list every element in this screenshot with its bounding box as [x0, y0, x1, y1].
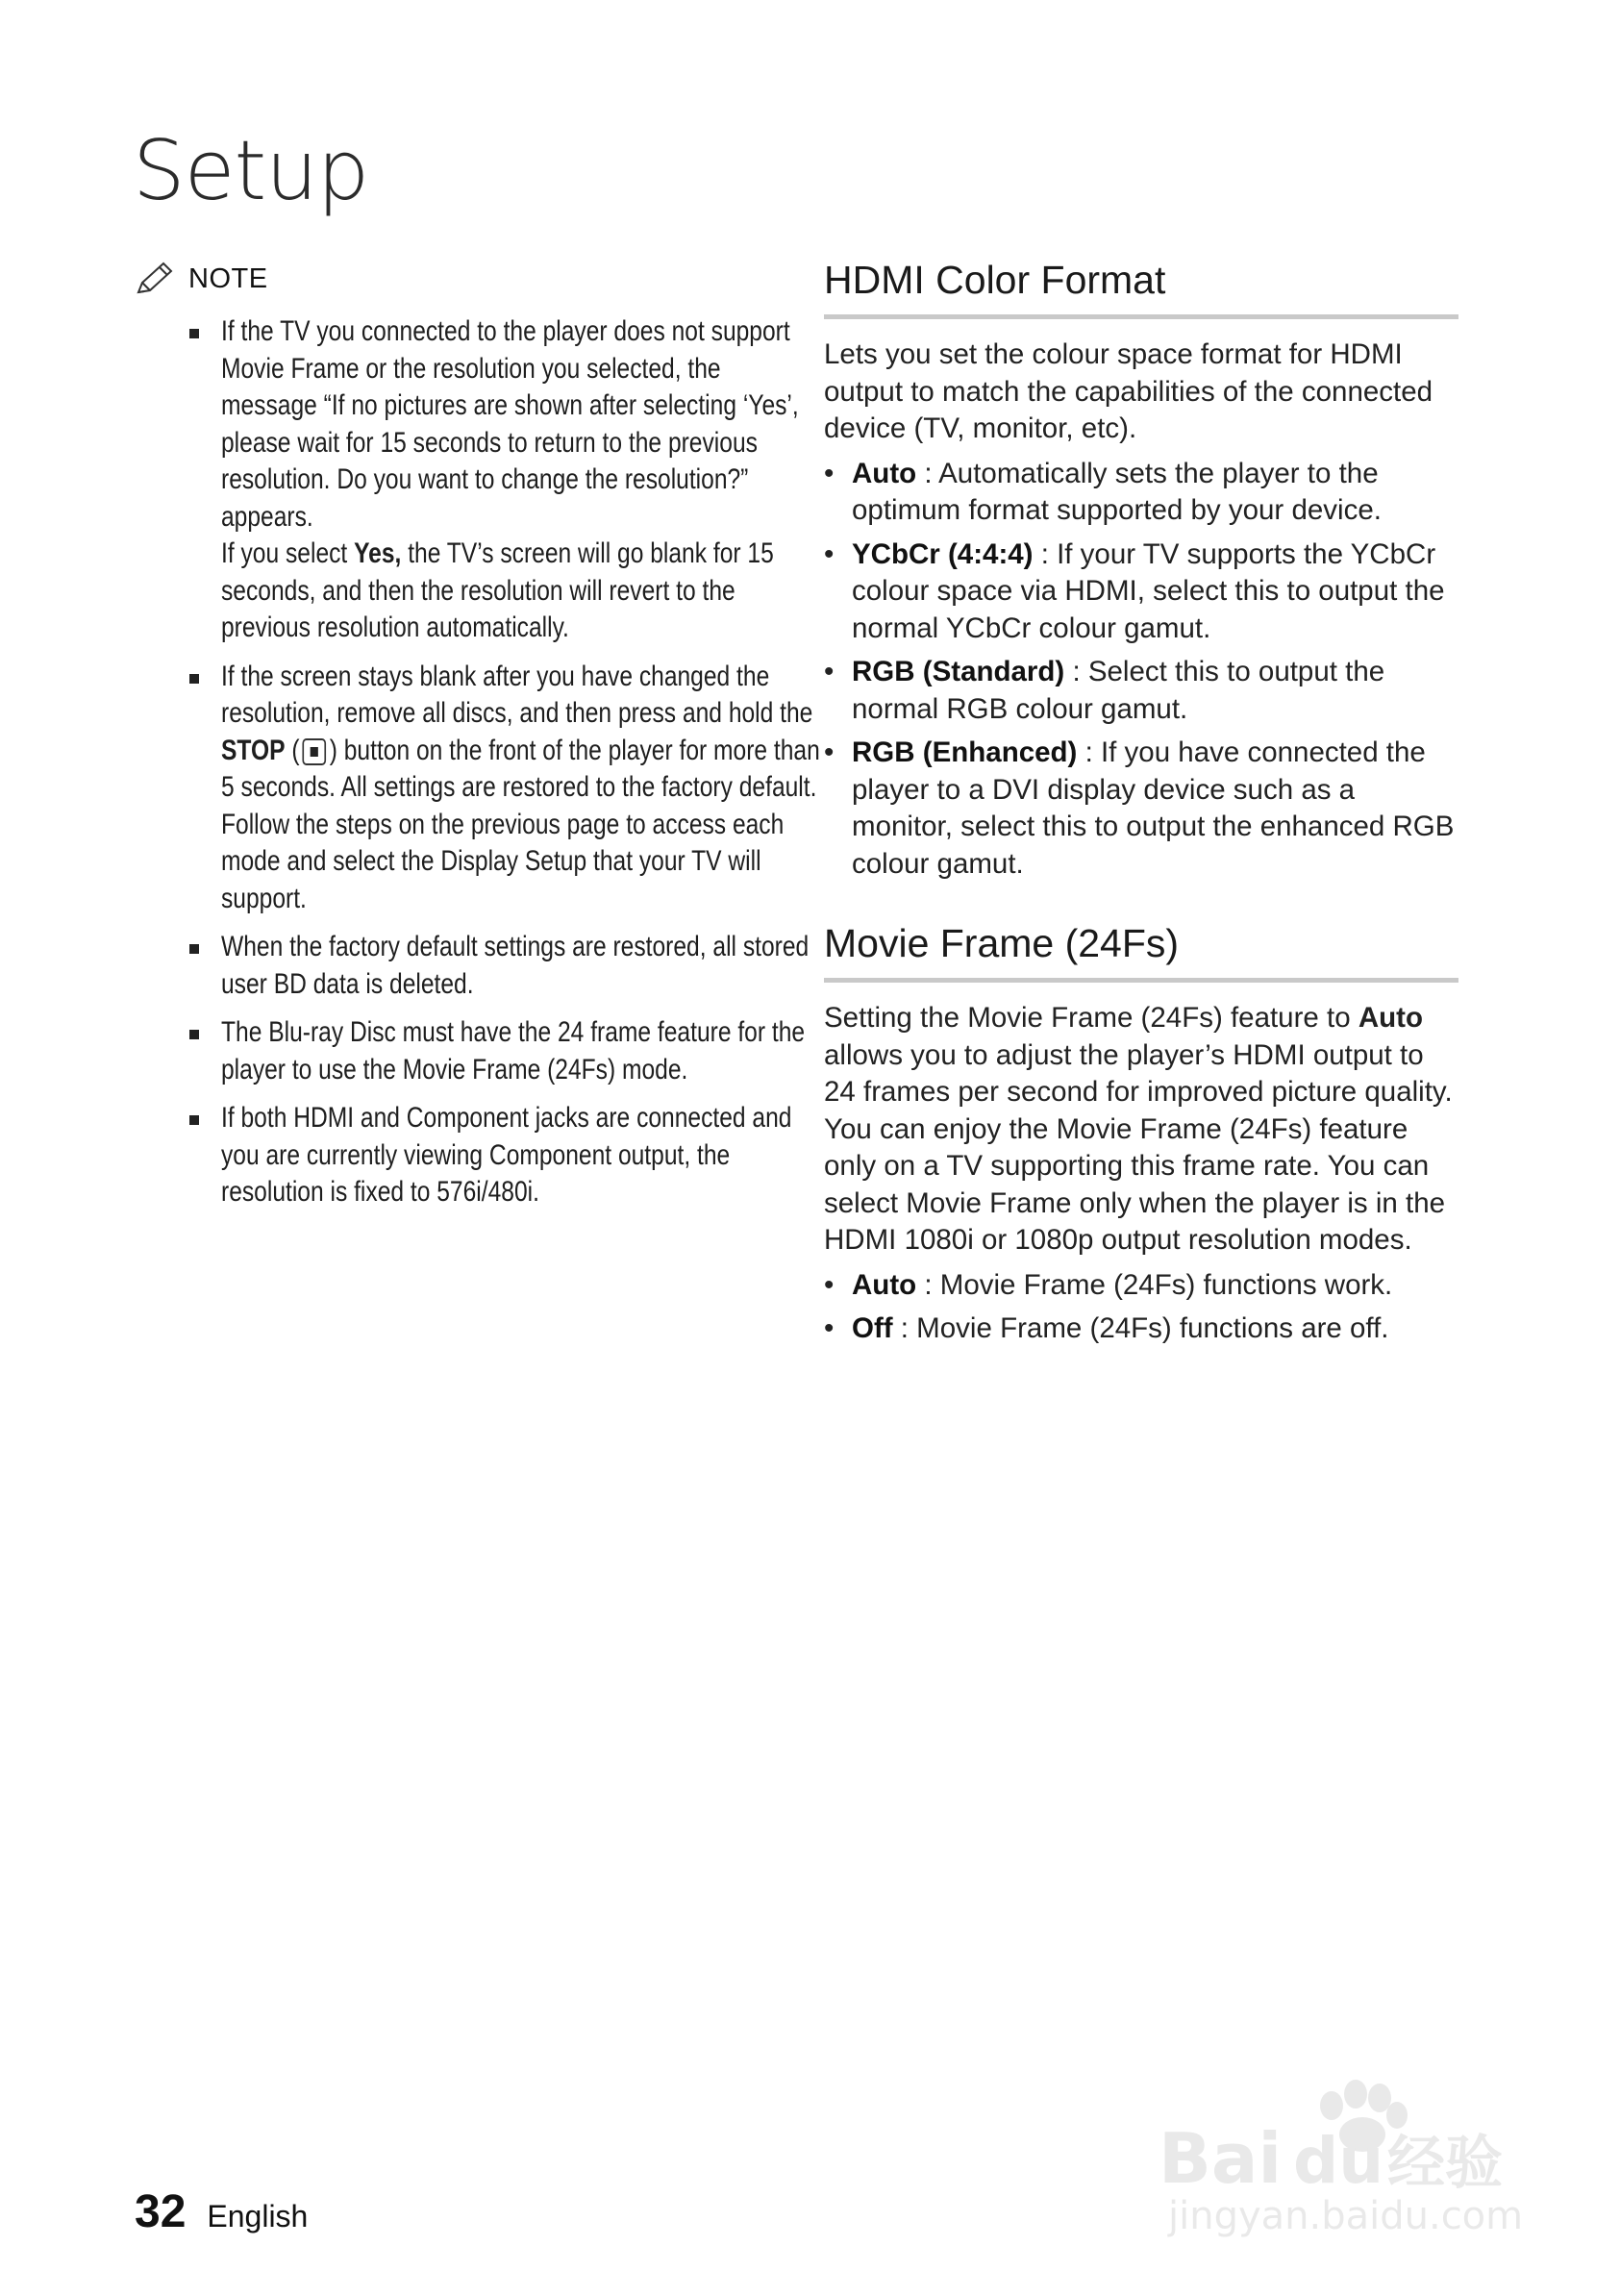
page-footer — [135, 2185, 308, 2238]
list-item: • Auto : Movie Frame (24Fs) functions work. — [852, 1267, 1458, 1305]
pencil-icon — [133, 260, 175, 298]
note-list — [133, 313, 820, 1211]
list-item: • Off : Movie Frame (24Fs) functions are off. — [852, 1310, 1458, 1348]
page-language: English — [207, 2199, 309, 2234]
movie-frame-options — [824, 1267, 1458, 1348]
hdmi-intro: Lets you set the colour space format for HDMI output to match the capabilities of the connected device (TV, monitor, etc). — [824, 338, 1433, 444]
settings-column — [824, 258, 1458, 1355]
list-item: • RGB (Enhanced) : If you have connected the player to a DVI display device such as a monitor, select this to output the enhanced RGB colour gamut. — [852, 735, 1458, 883]
note-column — [133, 260, 820, 1223]
note-item: If the TV you connected to the player does not support Movie Frame or the resolution you selected, the message “If no pictures are shown after selecting ‘Yes’, please wait for 15 seconds to return to the previous resolution. Do you want to change the resolution?” appears. If you select Yes, the TV’s screen will go blank for 15 seconds, and then the resolution will revert to the previous resolution automatically. — [221, 313, 786, 647]
hdmi-options — [824, 456, 1458, 884]
page-number: 32 — [135, 2186, 187, 2237]
hdmi-section-title: HDMI Color Format — [824, 258, 1458, 319]
note-text: If the TV you connected to the player does not support Movie Frame or the resolution you selected, the message “If no pictures are shown after selecting ‘Yes’, please wait for 15 seconds to return to the previous resolution. Do you want to change the resolution?” appears. — [221, 315, 799, 533]
note-item: If the screen stays blank after you have changed the resolution, remove all discs, and then press and hold the STOP ( ) button on the front of the player for more than 5 seconds. All settings are restored to the factory default. Follow the steps on the previous page to access each mode and select the Display Setup that your TV will support. — [221, 659, 786, 918]
note-item: The Blu-ray Disc must have the 24 frame feature for the player to use the Movie Frame (24Fs) mode. — [221, 1014, 786, 1088]
note-header — [133, 260, 786, 298]
watermark-brand: Bai — [1159, 2118, 1283, 2199]
watermark-brand-2: du — [1293, 2124, 1384, 2198]
stop-button-icon — [303, 738, 327, 765]
list-item: • RGB (Standard) : Select this to output the normal RGB colour gamut. — [852, 654, 1458, 728]
note-item: If both HDMI and Component jacks are connected and you are currently viewing Component output, the resolution is fixed to 576i/480i. — [221, 1100, 786, 1211]
stop-label: STOP — [221, 734, 286, 766]
list-item: • YCbCr (4:4:4) : If your TV supports the YCbCr colour space via HDMI, select this to output the normal YCbCr colour gamut. — [852, 537, 1458, 648]
list-item: • Auto : Automatically sets the player to the optimum format supported by your device. — [852, 456, 1458, 530]
watermark-cjk: 经验 — [1387, 2130, 1503, 2197]
page-title: Setup — [133, 123, 369, 219]
baidu-watermark — [1149, 2067, 1533, 2240]
movie-frame-intro: Setting the Movie Frame (24Fs) feature to Auto allows you to adjust the player’s HDMI output to 24 frames per second for improved picture quality. You can enjoy the Movie Frame (24Fs) feature only on a TV supporting this frame rate. You can select Movie Frame only when the player is in the HDMI 1080i or 1080p output resolution modes. — [824, 1002, 1453, 1256]
yes-label: Yes, — [354, 537, 402, 569]
note-label: NOTE — [188, 262, 268, 294]
watermark-url: jingyan.baidu.com — [1168, 2194, 1524, 2238]
movie-frame-section-title: Movie Frame (24Fs) — [824, 921, 1458, 983]
note-item: When the factory default settings are restored, all stored user BD data is deleted. — [221, 929, 786, 1003]
